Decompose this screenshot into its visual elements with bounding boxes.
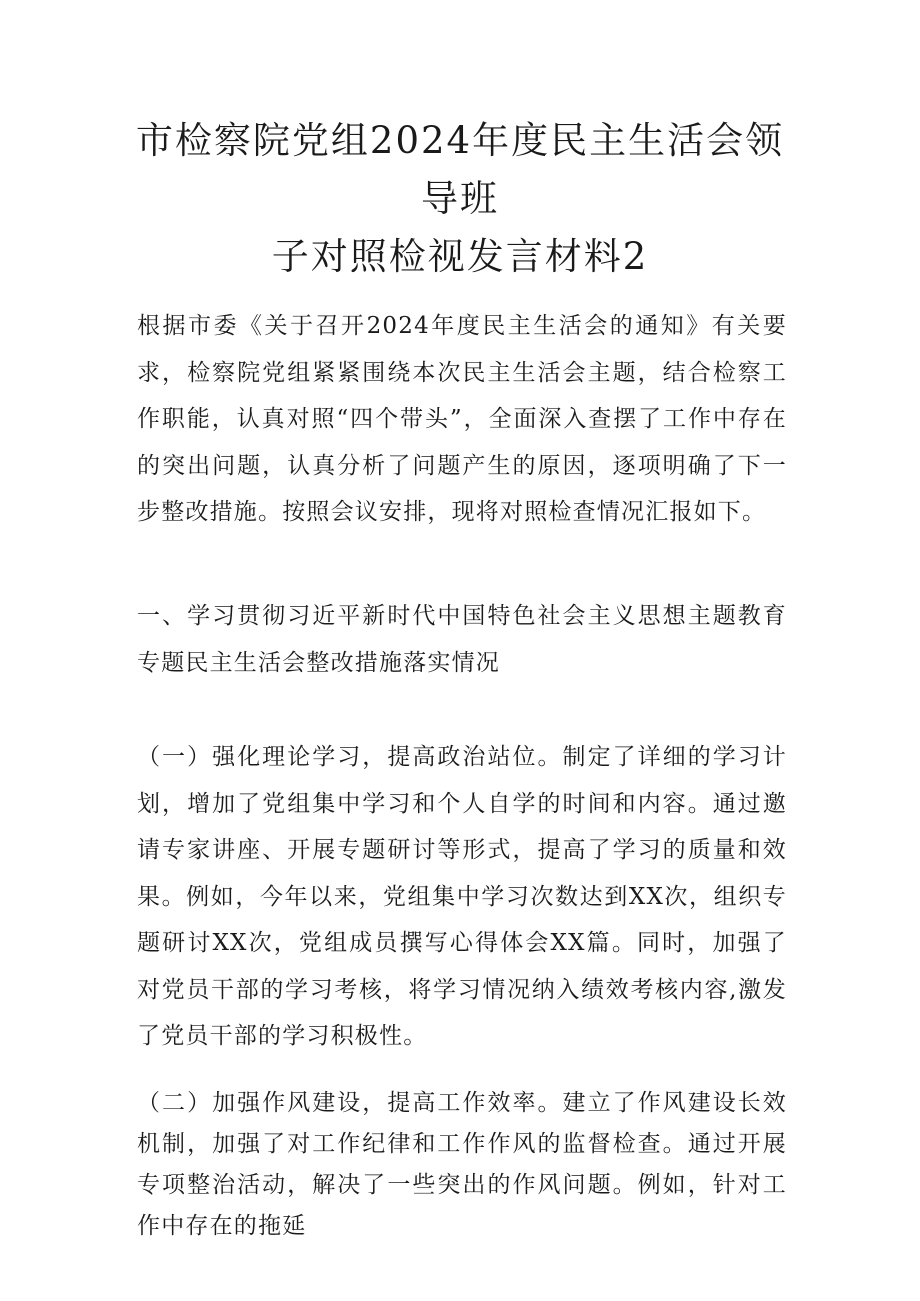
intro-paragraph: 根据市委《关于召开2024年度民主生活会的通知》有关要求，检察院党组紧紧围绕本次民主生活会主题，结合检察工作职能，认真对照“四个带头”，全面深入查摆了工作中存在的突出问题，认真分析了问题产生的原因，逐项明确了下一步整改措施。按照会议安排，现将对照检查情况汇报如下。 — [137, 313, 787, 525]
item-1-paragraph: （一）强化理论学习，提高政治站位。制定了详细的学习计划，增加了党组集中学习和个人自学的时间和内容。通过邀请专家讲座、开展专题研讨等形式，提高了学习的质量和效果。例如，今年以来，党组集中学习次数达到XX次，组织专题研讨XX次，党组成员撰写心得体会XX篇。同时，加强了对党员干部的学习考核，将学习情况纳入绩效考核内容,激发了党员干部的学习积极性。 — [137, 744, 787, 1049]
title-line-2: 子对照检视发言材料2 — [271, 235, 649, 278]
document-title — [120, 112, 800, 286]
section-1-heading: 一、学习贯彻习近平新时代中国特色社会主义思想主题教育专题民主生活会整改措施落实情况 — [137, 603, 787, 676]
title-line-1: 市检察院党组2024年度民主生活会领导班 — [135, 119, 785, 220]
item-2-paragraph: （二）加强作风建设，提高工作效率。建立了作风建设长效机制，加强了对工作纪律和工作作风的监督检查。通过开展专项整治活动，解决了一些突出的作风问题。例如，针对工作中存在的拖延 — [137, 1090, 787, 1239]
